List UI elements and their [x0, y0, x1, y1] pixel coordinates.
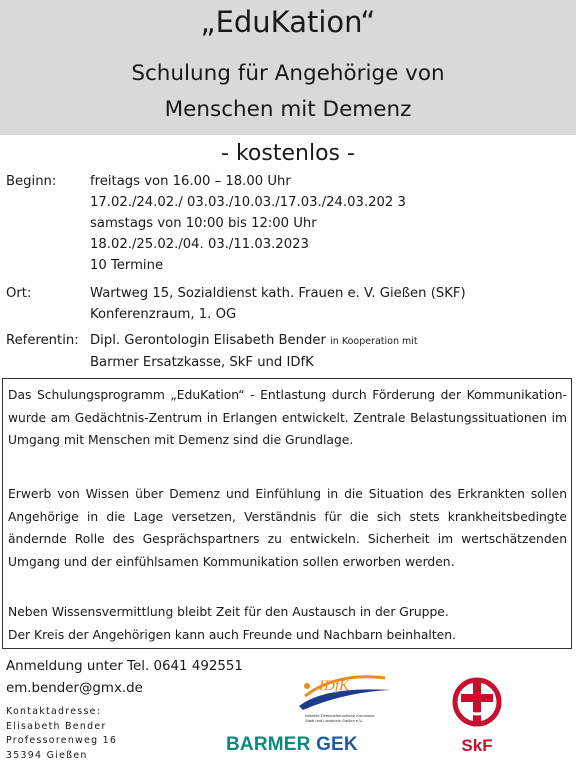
- price-note: - kostenlos -: [221, 141, 355, 166]
- address-line: Elisabeth Bender: [6, 720, 107, 732]
- beginn-value: [90, 171, 572, 276]
- schedule-line: freitags von 16.00 – 18.00 Uhr: [90, 174, 291, 189]
- idfk-wordmark: IDfK: [319, 678, 349, 694]
- description-paragraph: Das Schulungsprogramm „EduKation“ - Entlastung durch Förderung der Kommunikation- wurde am Gedächtnis-Zentrum in Erlangen entwickelt. Zentrale Belastungssituationen im Umgang mit Menschen mit Demenz sind die Grundlage.: [8, 388, 567, 447]
- description-paragraph: Erwerb von Wissen über Demenz und Einfühlung in die Situation des Erkrankten sollen Angehörige in die Lage versetzen, Verständnis für die sich stets krankheitsbedingte ändernde Rolle des Gesprächspartners zu entwickeln. Sicherheit im wertschätzenden Umgang und der einfühlsamen Kommunikation sollen erworben werden.: [8, 487, 567, 569]
- referentin-label: Referentin:: [6, 333, 79, 348]
- skf-cross: [461, 682, 493, 722]
- description-paragraph: [8, 601, 567, 646]
- schedule-line: 10 Termine: [90, 258, 164, 273]
- title-banner: [0, 0, 576, 135]
- ort-value: [90, 283, 572, 325]
- idfk-caption-line: Stadt und Landkreis Gießen e.V.: [305, 718, 363, 723]
- cooperation-partners: Barmer Ersatzkasse, SkF und IDfK: [90, 355, 314, 370]
- location-line: Wartweg 15, Sozialdienst kath. Frauen e. V. Gießen (SKF): [90, 286, 466, 301]
- barmer-gek-logo: [226, 734, 358, 756]
- gek-wordmark: GEK: [316, 734, 358, 755]
- ort-label: Ort:: [6, 286, 32, 301]
- referentin-value: [90, 330, 572, 373]
- idfk-caption-line: Initiative Demenzfreundliche Kommune: [305, 713, 375, 718]
- address-line: Kontaktadresse:: [6, 706, 102, 717]
- contact-address: [6, 705, 117, 763]
- description-line: Der Kreis der Angehörigen kann auch Freunde und Nachbarn beinhalten.: [8, 627, 456, 642]
- page-subtitle-line2: Menschen mit Demenz: [164, 97, 412, 122]
- description-box: [2, 378, 572, 649]
- idfk-dot: [304, 683, 310, 689]
- schedule-line: samstags von 10:00 bis 12:00 Uhr: [90, 216, 317, 231]
- address-line: 35394 Gießen: [6, 749, 88, 761]
- description-line: Neben Wissensvermittlung bleibt Zeit für den Austausch in der Gruppe.: [8, 605, 449, 619]
- cooperation-note: in Kooperation mit: [330, 336, 418, 347]
- registration-info: [6, 656, 243, 699]
- page-subtitle-line1: Schulung für Angehörige von: [131, 61, 445, 86]
- referentin-name: Dipl. Gerontologin Elisabeth Bender: [90, 333, 326, 348]
- contact-email[interactable]: em.bender@gmx.de: [6, 680, 143, 696]
- address-line: Professorenweg 16: [6, 735, 118, 746]
- skf-wordmark: SkF: [461, 736, 493, 755]
- schedule-line: 18.02./25.02./04. 03./11.03.2023: [90, 237, 309, 252]
- schedule-line: 17.02./24.02./ 03.03./10.03./17.03./24.03.202 3: [90, 195, 406, 210]
- location-line: Konferenzraum, 1. OG: [90, 307, 237, 322]
- registration-phone: Anmeldung unter Tel. 0641 492551: [6, 659, 243, 674]
- page-title: „EduKation“: [200, 5, 376, 39]
- skf-logo: [447, 676, 507, 756]
- barmer-wordmark: BARMER: [226, 734, 311, 755]
- idfk-logo: [285, 666, 397, 726]
- beginn-label: Beginn:: [6, 174, 57, 189]
